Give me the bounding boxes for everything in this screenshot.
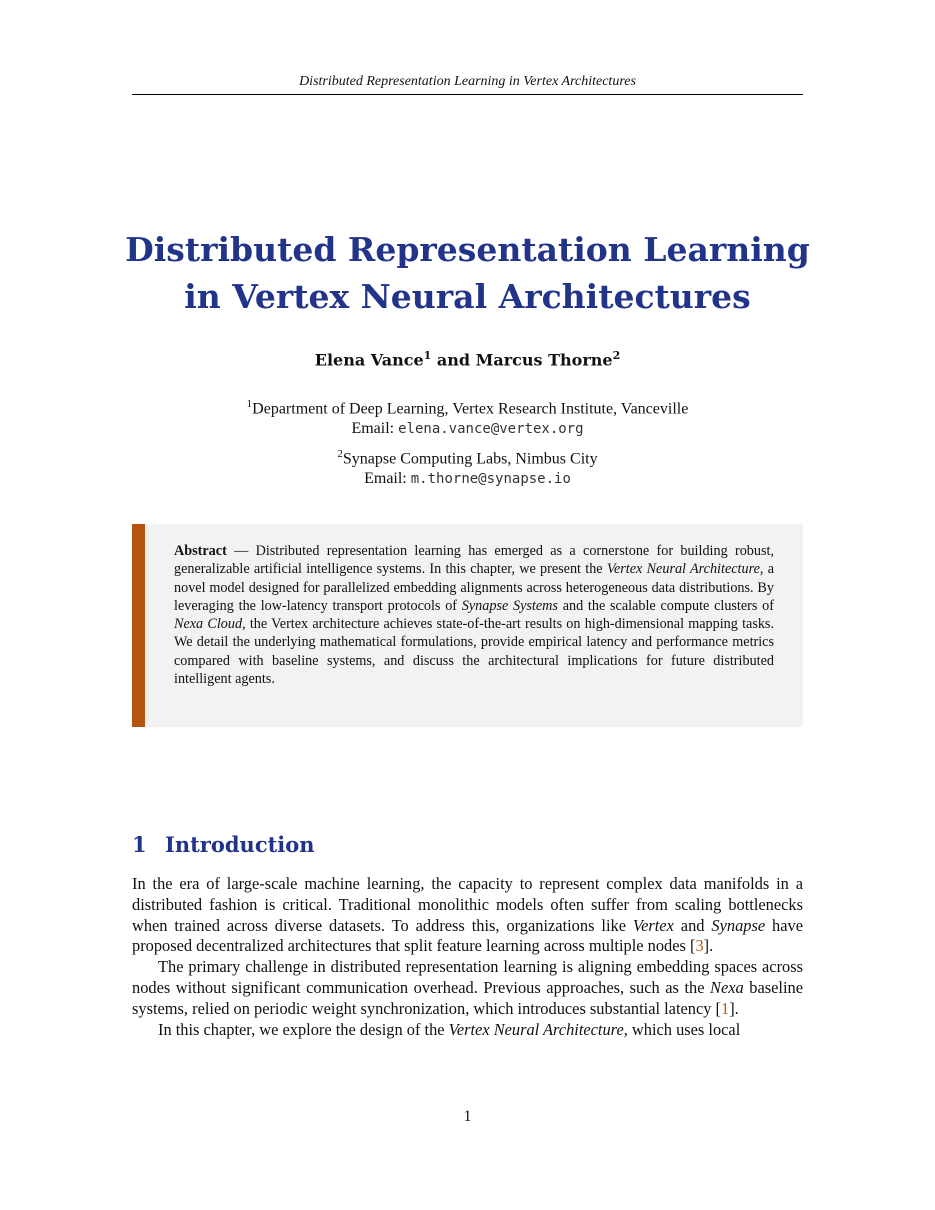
title-line-2: in Vertex Neural Architectures xyxy=(184,277,751,316)
abstract-text xyxy=(174,542,774,688)
p1-text-d: ]. xyxy=(703,936,714,956)
affiliation-2-org: Synapse Computing Labs, Nimbus City xyxy=(342,450,598,468)
p2-text-a: The primary challenge in distributed representation learning is aligning embedding spaces across nodes without significant communication overhead. Previous approaches, such as the xyxy=(132,957,803,997)
p1-emphasis-2: Synapse xyxy=(711,915,766,935)
affiliation-1-mark: 1 xyxy=(246,398,253,410)
p1-emphasis-1: Vertex xyxy=(632,915,674,935)
abstract-accent-bar xyxy=(132,524,145,727)
author-1-mark: 1 xyxy=(423,349,432,362)
abstract-emphasis-1: Vertex Neural Architecture xyxy=(606,561,760,578)
affiliation-2-mark: 2 xyxy=(337,448,343,460)
abstract-label: Abstract xyxy=(174,543,227,559)
affiliation-2-email[interactable]: m.thorne@synapse.io xyxy=(410,471,571,488)
abstract-box xyxy=(132,524,803,727)
p3-emphasis-1: Vertex Neural Architecture xyxy=(448,1019,624,1039)
p3-text-b: , which uses local xyxy=(623,1019,741,1039)
affiliation-2 xyxy=(132,444,803,489)
intro-paragraph-2 xyxy=(132,957,803,1019)
running-head: Distributed Representation Learning in Vertex Architectures xyxy=(299,74,636,89)
section-heading xyxy=(132,831,315,859)
p2-text-b: baseline systems, relied on periodic weight synchronization, which introduces substantial latency [ xyxy=(132,977,803,1018)
intro-paragraph-1 xyxy=(132,874,803,957)
intro-body xyxy=(132,874,803,1040)
author-2: Marcus Thorne xyxy=(475,350,613,370)
affiliation-1-email[interactable]: elena.vance@vertex.org xyxy=(398,421,584,438)
author-conjunction: and xyxy=(431,350,476,370)
section-number: 1 xyxy=(132,832,147,857)
abstract-part-2: , a novel model designed for parallelized embedding alignments across heterogeneous data distributions. By leveraging the low-latency transport protocols of xyxy=(174,561,774,614)
abstract-part-3: and the scalable compute clusters of xyxy=(557,597,774,614)
author-2-mark: 2 xyxy=(612,349,621,362)
page-number: 1 xyxy=(463,1108,472,1125)
section-title: Introduction xyxy=(165,832,315,857)
abstract-emphasis-3: Nexa Cloud xyxy=(174,616,243,633)
citation-link[interactable]: 3 xyxy=(695,936,704,956)
affiliation-1-org: Department of Deep Learning, Vertex Research Institute, Vanceville xyxy=(252,400,689,418)
paper-title xyxy=(100,226,835,320)
header-rule xyxy=(132,94,803,95)
abstract-emphasis-2: Synapse Systems xyxy=(461,597,558,614)
p2-text-c: ]. xyxy=(729,998,739,1018)
p1-text-b: and xyxy=(673,915,712,935)
p2-emphasis-1: Nexa xyxy=(710,977,744,997)
p3-text-a: In this chapter, we explore the design of the xyxy=(158,1019,449,1039)
abstract-part-4: , the Vertex architecture achieves state-of-the-art results on high-dimensional mapping tasks. We detail the underlying mathematical formulations, provide empirical latency and performance metrics compared with baseline systems, and discuss the architectural implications for future distributed intelligent agents. xyxy=(174,616,774,688)
affiliation-1-email-label: Email: xyxy=(351,420,399,438)
affiliation-1 xyxy=(132,394,803,439)
citation-link[interactable]: 1 xyxy=(721,998,730,1018)
author-list xyxy=(132,345,803,371)
intro-paragraph-3 xyxy=(132,1020,803,1041)
affiliation-2-email-label: Email: xyxy=(364,470,411,488)
title-line-1: Distributed Representation Learning xyxy=(125,230,810,269)
p1-text-c: have proposed decentralized architectures that split feature learning across multiple nodes [ xyxy=(132,915,803,956)
abstract-part-1: — Distributed representation learning has emerged as a cornerstone for building robust, generalizable artificial intelligence systems. In this chapter, we present the xyxy=(174,543,774,578)
author-1: Elena Vance xyxy=(314,350,424,370)
p1-text-a: In the era of large-scale machine learning, the capacity to represent complex data manifolds in a distributed fashion is critical. Traditional monolithic models often suffer from scaling bottlenecks when trained across diverse datasets. To address this, organizations like xyxy=(132,874,803,935)
